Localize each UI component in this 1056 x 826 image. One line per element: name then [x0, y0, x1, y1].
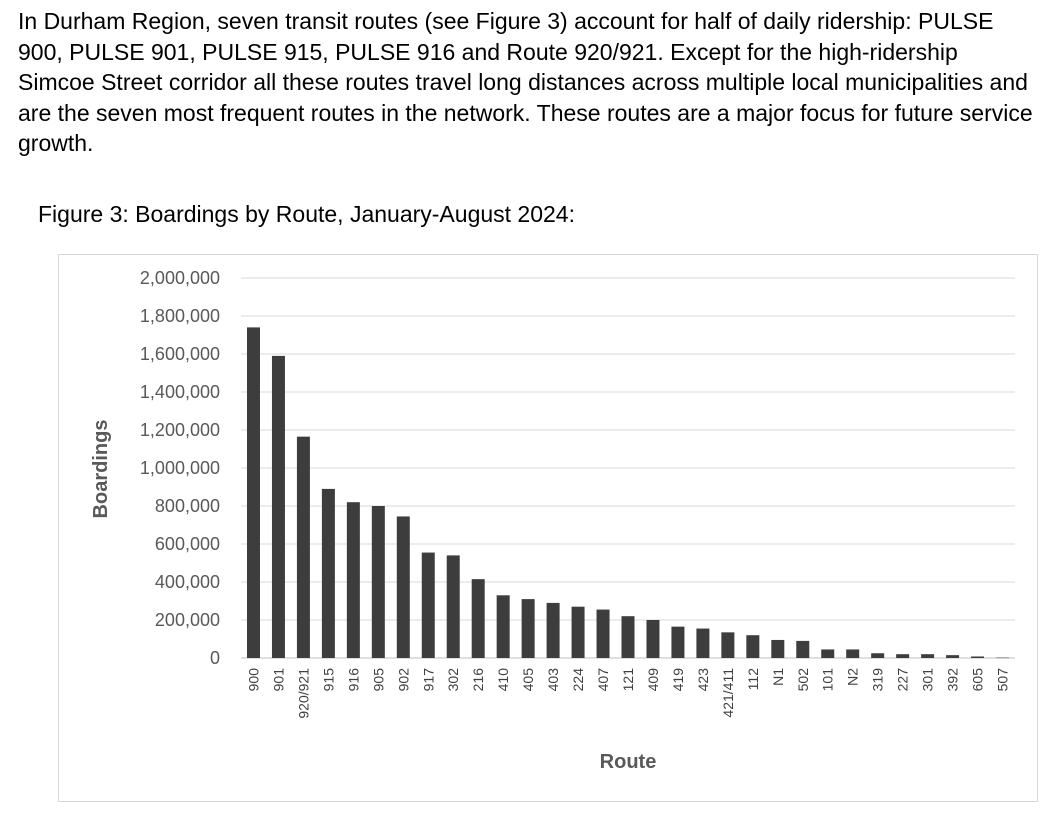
- x-tick-label: 302: [445, 668, 462, 692]
- x-tick-label: 224: [570, 668, 587, 692]
- bar-407: [597, 610, 610, 658]
- x-tick-label: 901: [270, 668, 287, 692]
- bar-423: [696, 629, 709, 658]
- bar-403: [547, 603, 560, 658]
- x-tick-label: 216: [470, 668, 487, 692]
- y-axis-ticks: [140, 268, 220, 668]
- bars: [247, 327, 1009, 658]
- x-tick-label: 902: [395, 668, 412, 692]
- boardings-bar-chart: [59, 255, 1039, 803]
- x-tick-label: 605: [969, 668, 986, 692]
- x-tick-label: 419: [669, 668, 686, 692]
- x-tick-label: 905: [370, 668, 387, 692]
- bar-920-921: [297, 437, 310, 658]
- x-tick-label: 920/921: [295, 668, 312, 719]
- y-tick-label: 200,000: [154, 610, 220, 630]
- x-tick-label: 423: [694, 668, 711, 692]
- x-tick-label: 319: [869, 668, 886, 692]
- x-tick-label: 917: [420, 668, 437, 692]
- bar-N1: [771, 640, 784, 658]
- y-tick-label: 1,200,000: [139, 420, 220, 440]
- y-tick-label: 1,600,000: [139, 344, 220, 364]
- bar-916: [347, 502, 360, 658]
- figure-caption: Figure 3: Boardings by Route, January-August 2024:: [38, 201, 575, 227]
- x-tick-label: 409: [644, 668, 661, 692]
- bar-605: [971, 656, 984, 658]
- bar-101: [821, 649, 834, 658]
- bar-224: [572, 607, 585, 658]
- bar-917: [422, 553, 435, 658]
- intro-paragraph: In Durham Region, seven transit routes (see Figure 3) account for half of daily ridership: PULSE 900, PULSE 901, PULSE 915, PULSE 916 and Route 920/921. Except for the high-ridership Simcoe Street corridor all these routes travel long distances across multiple local municipalities and are the seven most frequent routes in the network. These routes are a major focus for future service growth.: [18, 8, 1033, 156]
- x-tick-label: N1: [769, 668, 786, 686]
- y-tick-label: 400,000: [154, 572, 220, 592]
- bar-121: [622, 616, 635, 658]
- x-tick-label: 392: [944, 668, 961, 692]
- bar-112: [746, 635, 759, 658]
- bar-507: [996, 658, 1009, 659]
- bar-409: [646, 620, 659, 658]
- x-tick-label: 101: [819, 668, 836, 692]
- y-tick-label: 1,000,000: [139, 458, 220, 478]
- bar-915: [322, 489, 335, 658]
- bar-502: [796, 641, 809, 658]
- x-tick-label: 410: [495, 668, 512, 692]
- bar-392: [946, 655, 959, 658]
- x-tick-label: 121: [620, 668, 636, 692]
- bar-301: [921, 654, 934, 658]
- x-tick-label: 405: [520, 668, 537, 692]
- x-tick-label: 502: [794, 668, 811, 692]
- bar-902: [397, 516, 410, 658]
- bar-901: [272, 356, 285, 658]
- x-axis-title: Route: [599, 751, 657, 773]
- y-axis-title: Boardings: [90, 419, 112, 519]
- x-tick-label: 112: [744, 668, 761, 691]
- bar-419: [671, 627, 684, 658]
- x-tick-label: N2: [844, 668, 861, 686]
- y-tick-label: 0: [209, 648, 220, 668]
- y-tick-label: 600,000: [154, 534, 220, 554]
- x-tick-label: 915: [320, 668, 337, 692]
- bar-227: [896, 654, 909, 658]
- bar-216: [472, 579, 485, 658]
- bar-421-411: [721, 632, 734, 658]
- x-tick-label: 407: [595, 668, 612, 692]
- bar-405: [522, 599, 535, 658]
- x-tick-label: 916: [345, 668, 362, 692]
- bar-905: [372, 506, 385, 658]
- y-tick-label: 1,800,000: [139, 306, 220, 326]
- chart-frame: [58, 254, 1038, 802]
- x-axis-ticks: [245, 668, 1010, 719]
- bar-N2: [846, 649, 859, 658]
- x-tick-label: 900: [245, 668, 262, 692]
- x-tick-label: 301: [919, 668, 936, 692]
- x-tick-label: 507: [994, 668, 1011, 692]
- x-tick-label: 421/411: [719, 668, 736, 718]
- y-tick-label: 800,000: [154, 496, 220, 516]
- bar-319: [871, 653, 884, 658]
- bar-302: [447, 555, 460, 658]
- x-tick-label: 403: [545, 668, 562, 692]
- x-tick-label: 227: [894, 668, 911, 692]
- y-tick-label: 2,000,000: [139, 268, 220, 288]
- bar-410: [497, 595, 510, 658]
- bar-900: [247, 327, 260, 658]
- y-tick-label: 1,400,000: [139, 382, 220, 402]
